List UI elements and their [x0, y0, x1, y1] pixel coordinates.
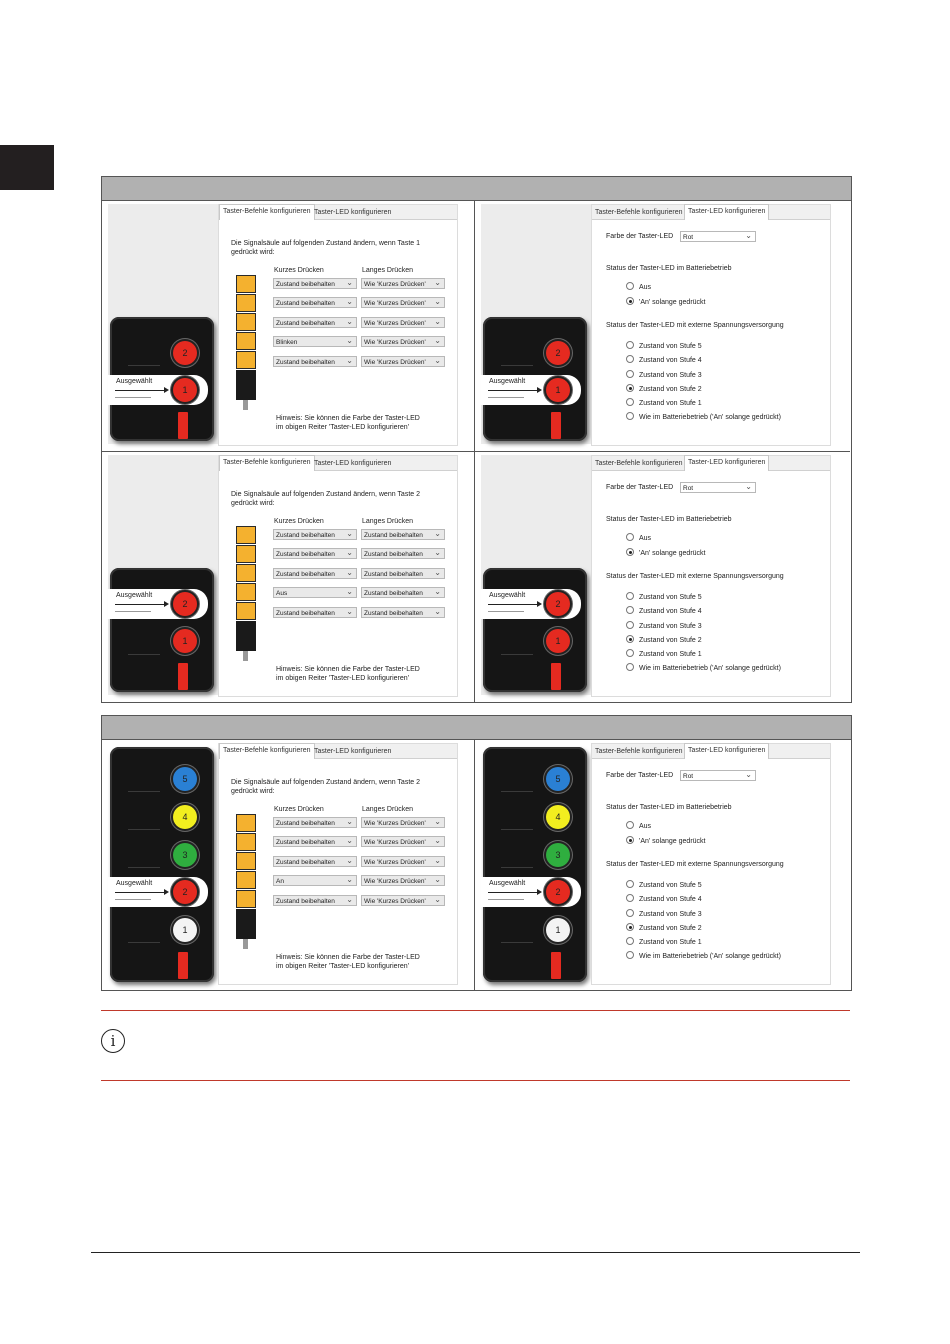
radio-circle: [626, 412, 634, 420]
tab-befehle[interactable]: Taster-Befehle konfigurieren: [595, 748, 683, 755]
device-five-button: [110, 747, 214, 982]
tab-led[interactable]: Taster-LED konfigurieren: [684, 455, 769, 471]
radio-stufe-3[interactable]: [626, 621, 702, 630]
column-long-heading: Langes Drücken: [362, 267, 413, 274]
long-press-select-2[interactable]: Wie 'Kurzes Drücken' ⌄: [361, 297, 445, 308]
battery-heading: Status der Taster-LED im Batteriebetrieb: [606, 804, 732, 811]
column-long-heading: Langes Drücken: [362, 518, 413, 525]
tab-led[interactable]: Taster-LED konfigurieren: [684, 204, 769, 220]
radio-stufe-1[interactable]: [626, 398, 702, 407]
column-stem: [243, 400, 248, 410]
radio-label: Zustand von Stufe 3: [639, 623, 702, 630]
divider: [128, 867, 160, 868]
short-press-select-1[interactable]: Zustand beibehalten ⌄: [273, 817, 357, 828]
divider: [501, 942, 533, 943]
led-color-label: Farbe der Taster-LED: [606, 772, 674, 779]
radio-label: 'An' solange gedrückt: [639, 299, 706, 306]
radio-label: Wie im Batteriebetrieb ('An' solange gedrückt): [639, 414, 781, 421]
divider: [128, 654, 160, 655]
short-press-select-4[interactable]: Blinken ⌄: [273, 336, 357, 347]
long-press-select-5[interactable]: Zustand beibehalten ⌄: [361, 607, 445, 618]
radio-circle: [626, 821, 634, 829]
radio-battery-mode[interactable]: [626, 412, 781, 421]
led-color-select[interactable]: Rot ⌄: [680, 231, 756, 242]
radio-label: Zustand von Stufe 1: [639, 939, 702, 946]
radio-circle: [626, 649, 634, 657]
radio-stufe-3[interactable]: [626, 370, 702, 379]
short-press-select-5[interactable]: Zustand beibehalten ⌄: [273, 356, 357, 367]
radio-label: Wie im Batteriebetrieb ('An' solange gedrückt): [639, 953, 781, 960]
button-1[interactable]: 1: [546, 918, 570, 942]
intro-text: Die Signalsäule auf folgenden Zustand ändern, wenn Taste 1 gedrückt wird:: [231, 240, 421, 256]
button-2[interactable]: 2: [173, 341, 197, 365]
radio-stufe-5[interactable]: [626, 341, 702, 350]
dialog-led: [591, 204, 831, 446]
radio-battery-on-pressed[interactable]: [626, 297, 706, 306]
radio-circle: [626, 923, 634, 931]
arrow-right-icon: [115, 892, 165, 893]
cell-taste2-befehle: [102, 452, 475, 702]
battery-heading: Status der Taster-LED im Batteriebetrieb: [606, 516, 732, 523]
red-indicator: [178, 952, 188, 979]
short-press-select-2[interactable]: Zustand beibehalten ⌄: [273, 836, 357, 847]
column-short-heading: Kurzes Drücken: [274, 518, 324, 525]
short-press-select-5[interactable]: Zustand beibehalten ⌄: [273, 607, 357, 618]
radio-stufe-4[interactable]: [626, 355, 702, 364]
radio-label: Zustand von Stufe 2: [639, 925, 702, 932]
radio-stufe-4[interactable]: [626, 606, 702, 615]
column-segment: [236, 545, 256, 563]
tab-bar: [592, 744, 830, 759]
radio-stufe-1[interactable]: [626, 937, 702, 946]
column-base: [236, 370, 256, 400]
device-two-button: [483, 317, 587, 441]
radio-circle: [626, 370, 634, 378]
column-segment: [236, 852, 256, 870]
long-press-select-5[interactable]: Wie 'Kurzes Drücken' ⌄: [361, 895, 445, 906]
sheet-header: [102, 716, 851, 740]
divider: [128, 365, 160, 366]
short-press-select-2[interactable]: Zustand beibehalten ⌄: [273, 297, 357, 308]
short-press-select-2[interactable]: Zustand beibehalten ⌄: [273, 548, 357, 559]
led-color-select[interactable]: Rot ⌄: [680, 482, 756, 493]
short-press-select-3[interactable]: Zustand beibehalten ⌄: [273, 317, 357, 328]
radio-label: 'An' solange gedrückt: [639, 550, 706, 557]
radio-label: Zustand von Stufe 2: [639, 386, 702, 393]
button-5[interactable]: 5: [173, 767, 197, 791]
divider: [501, 829, 533, 830]
battery-heading: Status der Taster-LED im Batteriebetrieb: [606, 265, 732, 272]
divider: [501, 654, 533, 655]
info-box-bottom-rule: [101, 1080, 850, 1081]
radio-label: Zustand von Stufe 3: [639, 911, 702, 918]
sheet-five-button: [101, 715, 852, 991]
radio-label: Aus: [639, 535, 652, 542]
selected-label: Ausgewählt: [489, 592, 526, 599]
divider: [128, 791, 160, 792]
tab-befehle[interactable]: Taster-Befehle konfigurieren: [595, 209, 683, 216]
short-press-select-3[interactable]: Zustand beibehalten ⌄: [273, 568, 357, 579]
cell-five-led: [475, 740, 850, 990]
long-press-select-2[interactable]: Wie 'Kurzes Drücken' ⌄: [361, 836, 445, 847]
info-icon: i: [101, 1029, 125, 1053]
short-press-select-4[interactable]: An ⌄: [273, 875, 357, 886]
arrow-right-icon: [488, 390, 538, 391]
long-press-select-4[interactable]: Zustand beibehalten ⌄: [361, 587, 445, 598]
radio-stufe-5[interactable]: [626, 592, 702, 601]
radio-circle: [626, 341, 634, 349]
arrow-right-icon: [488, 892, 538, 893]
button-1[interactable]: 1: [173, 629, 197, 653]
column-segment: [236, 526, 256, 544]
dialog-led: [591, 455, 831, 697]
button-2[interactable]: 2: [546, 592, 570, 616]
radio-circle: [626, 533, 634, 541]
dialog-befehle: [218, 455, 458, 697]
info-box-top-rule: [101, 1010, 850, 1011]
button-4[interactable]: 4: [173, 805, 197, 829]
column-base: [236, 621, 256, 651]
long-press-select-1[interactable]: Wie 'Kurzes Drücken' ⌄: [361, 278, 445, 289]
selected-label: Ausgewählt: [489, 880, 526, 887]
tab-led[interactable]: Taster-LED konfigurieren: [314, 209, 392, 216]
cell-five-befehle: [102, 740, 475, 990]
divider: [128, 942, 160, 943]
radio-label: Zustand von Stufe 5: [639, 343, 702, 350]
red-indicator: [551, 412, 561, 439]
intro-text: Die Signalsäule auf folgenden Zustand ändern, wenn Taste 2 gedrückt wird:: [231, 491, 421, 507]
radio-circle: [626, 282, 634, 290]
divider: [488, 397, 524, 398]
arrow-right-icon: [488, 604, 538, 605]
long-press-select-4[interactable]: Wie 'Kurzes Drücken' ⌄: [361, 336, 445, 347]
hint-text: Hinweis: Sie können die Farbe der Taster-LED im obigen Reiter 'Taster-LED konfigurieren': [276, 415, 420, 431]
divider: [501, 365, 533, 366]
led-color-label: Farbe der Taster-LED: [606, 233, 674, 240]
column-segment: [236, 871, 256, 889]
column-stem: [243, 651, 248, 661]
radio-label: Aus: [639, 823, 652, 830]
divider: [488, 611, 524, 612]
button-2[interactable]: 2: [173, 592, 197, 616]
button-1[interactable]: 1: [546, 378, 570, 402]
chapter-tab: [0, 145, 54, 190]
radio-circle: [626, 384, 634, 392]
radio-stufe-4[interactable]: [626, 894, 702, 903]
radio-battery-off[interactable]: [626, 821, 651, 830]
selected-label: Ausgewählt: [116, 592, 153, 599]
footer-rule: [91, 1252, 860, 1253]
column-segment: [236, 332, 256, 350]
button-1[interactable]: 1: [173, 378, 197, 402]
radio-stufe-1[interactable]: [626, 649, 702, 658]
divider: [128, 829, 160, 830]
button-3[interactable]: 3: [173, 843, 197, 867]
column-long-heading: Langes Drücken: [362, 806, 413, 813]
external-heading: Status der Taster-LED mit externe Spannungsversorgung: [606, 861, 784, 868]
cell-taste1-led: [475, 201, 850, 452]
radio-circle: [626, 548, 634, 556]
red-indicator: [551, 663, 561, 690]
radio-label: Wie im Batteriebetrieb ('An' solange gedrückt): [639, 665, 781, 672]
radio-label: Zustand von Stufe 5: [639, 882, 702, 889]
arrow-right-icon: [115, 390, 165, 391]
column-segment: [236, 583, 256, 601]
radio-battery-off[interactable]: [626, 533, 651, 542]
radio-battery-mode[interactable]: [626, 663, 781, 672]
radio-circle: [626, 621, 634, 629]
radio-battery-off[interactable]: [626, 282, 651, 291]
radio-circle: [626, 297, 634, 305]
column-segment: [236, 351, 256, 369]
column-segment: [236, 602, 256, 620]
radio-circle: [626, 937, 634, 945]
button-3[interactable]: 3: [546, 843, 570, 867]
dialog-befehle: [218, 204, 458, 446]
tab-bar: [592, 205, 830, 220]
column-segment: [236, 294, 256, 312]
radio-label: 'An' solange gedrückt: [639, 838, 706, 845]
led-color-select[interactable]: Rot ⌄: [680, 770, 756, 781]
radio-circle: [626, 836, 634, 844]
device-five-button: [483, 747, 587, 982]
divider: [488, 899, 524, 900]
radio-circle: [626, 635, 634, 643]
button-2[interactable]: 2: [173, 880, 197, 904]
radio-stufe-5[interactable]: [626, 880, 702, 889]
radio-circle: [626, 355, 634, 363]
dialog-led: [591, 743, 831, 985]
radio-circle: [626, 880, 634, 888]
column-segment: [236, 814, 256, 832]
button-2[interactable]: 2: [546, 880, 570, 904]
radio-label: Zustand von Stufe 4: [639, 896, 702, 903]
tab-bar: [219, 744, 457, 759]
radio-stufe-2[interactable]: [626, 923, 702, 932]
long-press-select-5[interactable]: Wie 'Kurzes Drücken' ⌄: [361, 356, 445, 367]
arrow-right-icon: [115, 604, 165, 605]
dialog-befehle: [218, 743, 458, 985]
radio-circle: [626, 894, 634, 902]
tab-befehle[interactable]: Taster-Befehle konfigurieren: [219, 743, 315, 759]
long-press-select-4[interactable]: Wie 'Kurzes Drücken' ⌄: [361, 875, 445, 886]
tab-led[interactable]: Taster-LED konfigurieren: [684, 743, 769, 759]
radio-label: Zustand von Stufe 4: [639, 357, 702, 364]
radio-circle: [626, 398, 634, 406]
hint-text: Hinweis: Sie können die Farbe der Taster-LED im obigen Reiter 'Taster-LED konfigurieren': [276, 666, 420, 682]
intro-text: Die Signalsäule auf folgenden Zustand ändern, wenn Taste 2 gedrückt wird:: [231, 779, 421, 795]
long-press-select-3[interactable]: Zustand beibehalten ⌄: [361, 568, 445, 579]
radio-battery-on-pressed[interactable]: [626, 836, 706, 845]
column-segment: [236, 275, 256, 293]
selected-label: Ausgewählt: [489, 378, 526, 385]
long-press-select-1[interactable]: Zustand beibehalten ⌄: [361, 529, 445, 540]
short-press-select-1[interactable]: Zustand beibehalten ⌄: [273, 278, 357, 289]
divider: [501, 867, 533, 868]
divider: [115, 611, 151, 612]
radio-circle: [626, 606, 634, 614]
button-4[interactable]: 4: [546, 805, 570, 829]
tab-bar: [219, 205, 457, 220]
tab-led[interactable]: Taster-LED konfigurieren: [314, 460, 392, 467]
button-1[interactable]: 1: [546, 629, 570, 653]
led-color-label: Farbe der Taster-LED: [606, 484, 674, 491]
radio-stufe-3[interactable]: [626, 909, 702, 918]
radio-battery-mode[interactable]: [626, 951, 781, 960]
long-press-select-3[interactable]: Wie 'Kurzes Drücken' ⌄: [361, 317, 445, 328]
button-1[interactable]: 1: [173, 918, 197, 942]
radio-label: Zustand von Stufe 5: [639, 594, 702, 601]
radio-label: Aus: [639, 284, 652, 291]
long-press-select-2[interactable]: Zustand beibehalten ⌄: [361, 548, 445, 559]
button-5[interactable]: 5: [546, 767, 570, 791]
column-short-heading: Kurzes Drücken: [274, 267, 324, 274]
column-stem: [243, 939, 248, 949]
short-press-select-4[interactable]: Aus ⌄: [273, 587, 357, 598]
column-segment: [236, 890, 256, 908]
short-press-select-1[interactable]: Zustand beibehalten ⌄: [273, 529, 357, 540]
selected-label: Ausgewählt: [116, 378, 153, 385]
device-two-button: [110, 317, 214, 441]
radio-circle: [626, 951, 634, 959]
cell-taste1-befehle: [102, 201, 475, 452]
red-indicator: [551, 952, 561, 979]
red-indicator: [178, 663, 188, 690]
tab-bar: [592, 456, 830, 471]
radio-stufe-2[interactable]: [626, 384, 702, 393]
button-2[interactable]: 2: [546, 341, 570, 365]
radio-battery-on-pressed[interactable]: [626, 548, 706, 557]
divider: [115, 397, 151, 398]
device-two-button: [483, 568, 587, 692]
short-press-select-3[interactable]: Zustand beibehalten ⌄: [273, 856, 357, 867]
column-segment: [236, 564, 256, 582]
red-indicator: [178, 412, 188, 439]
selected-label: Ausgewählt: [116, 880, 153, 887]
radio-circle: [626, 663, 634, 671]
tab-befehle[interactable]: Taster-Befehle konfigurieren: [219, 204, 315, 220]
device-two-button: [110, 568, 214, 692]
divider: [115, 899, 151, 900]
tab-befehle[interactable]: Taster-Befehle konfigurieren: [595, 460, 683, 467]
tab-befehle[interactable]: Taster-Befehle konfigurieren: [219, 455, 315, 471]
long-press-select-1[interactable]: Wie 'Kurzes Drücken' ⌄: [361, 817, 445, 828]
radio-label: Zustand von Stufe 1: [639, 651, 702, 658]
external-heading: Status der Taster-LED mit externe Spannungsversorgung: [606, 573, 784, 580]
radio-label: Zustand von Stufe 2: [639, 637, 702, 644]
short-press-select-5[interactable]: Zustand beibehalten ⌄: [273, 895, 357, 906]
radio-label: Zustand von Stufe 4: [639, 608, 702, 615]
hint-text: Hinweis: Sie können die Farbe der Taster-LED im obigen Reiter 'Taster-LED konfigurieren': [276, 954, 420, 970]
column-segment: [236, 833, 256, 851]
column-short-heading: Kurzes Drücken: [274, 806, 324, 813]
external-heading: Status der Taster-LED mit externe Spannungsversorgung: [606, 322, 784, 329]
sheet-header: [102, 177, 851, 201]
column-base: [236, 909, 256, 939]
divider: [501, 791, 533, 792]
long-press-select-3[interactable]: Wie 'Kurzes Drücken' ⌄: [361, 856, 445, 867]
radio-label: Zustand von Stufe 1: [639, 400, 702, 407]
radio-label: Zustand von Stufe 3: [639, 372, 702, 379]
cell-taste2-led: [475, 452, 850, 702]
tab-led[interactable]: Taster-LED konfigurieren: [314, 748, 392, 755]
radio-circle: [626, 909, 634, 917]
radio-stufe-2[interactable]: [626, 635, 702, 644]
radio-circle: [626, 592, 634, 600]
tab-bar: [219, 456, 457, 471]
sheet-two-button: [101, 176, 852, 703]
column-segment: [236, 313, 256, 331]
